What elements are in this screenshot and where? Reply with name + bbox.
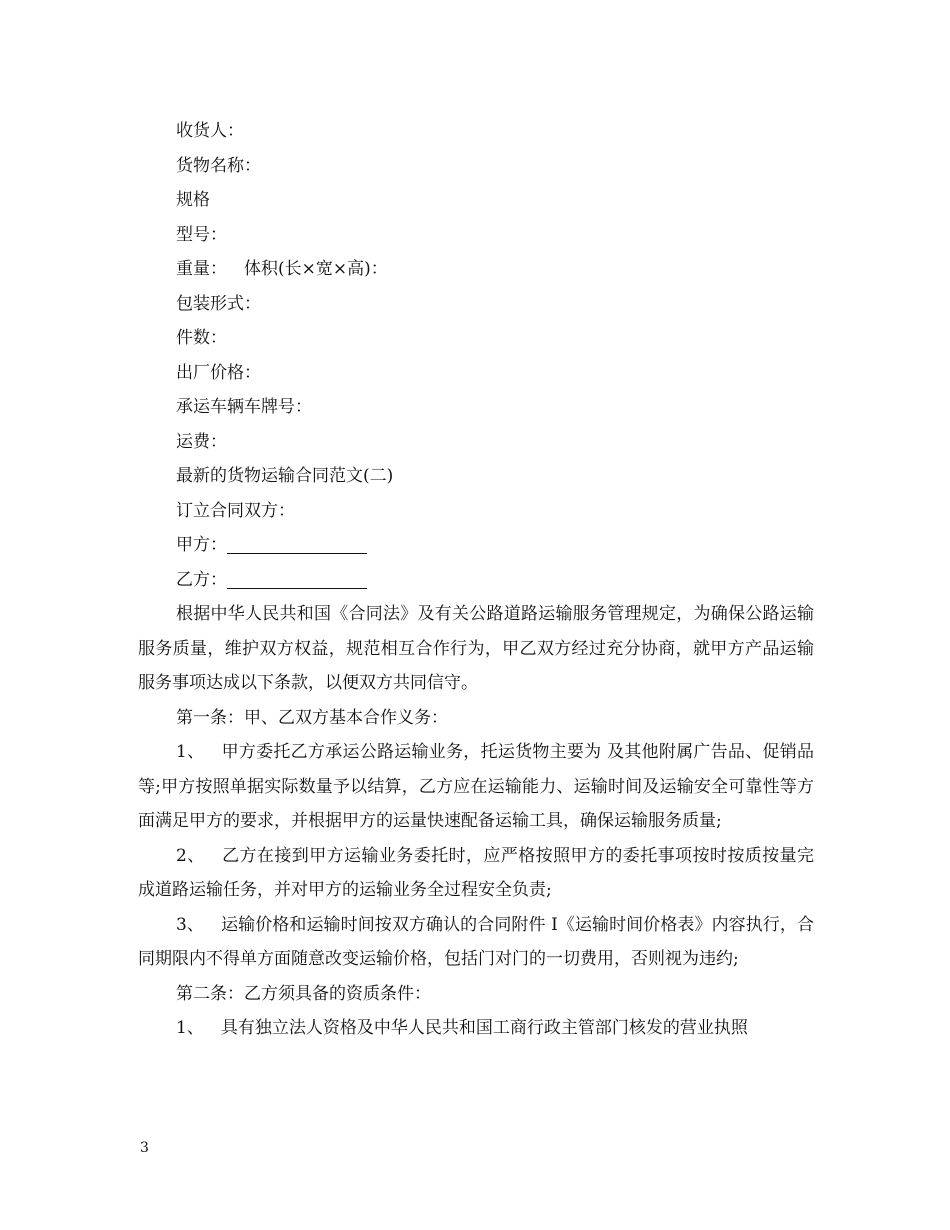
field-packing: 包装形式： (176, 293, 261, 314)
field-spec: 规格 (176, 190, 210, 210)
field-goods-name: 货物名称： (176, 155, 261, 176)
clause-text: 甲方委托乙方承运公路运输业务，托运货物主要为 及其他附属广告品、促销品等;甲方按照单据实际数量予以结算，乙方应在运输能力、运输时间及运输安全可靠性等方面满足甲方的要求，并根据甲方的运量快速配备运输工具，确保运输服务质量; (138, 742, 814, 831)
article-1-clause-3 (138, 908, 814, 977)
field-plate-number: 承运车辆车牌号： (176, 397, 312, 417)
section-title: 最新的货物运输合同范文(二) (176, 466, 394, 486)
field-freight: 运费： (176, 431, 227, 452)
party-a-line (138, 528, 814, 563)
clause-text: 运输价格和运输时间按双方确认的合同附件 I《运输时间价格表》内容执行，合同期限内不得单方面随意改变运输价格，包括门对门的一切费用，否则视为违约; (138, 914, 814, 969)
clause-number: 3、 (176, 914, 204, 935)
document-body (138, 114, 814, 1046)
field-weight: 重量： (176, 259, 227, 279)
party-b-blank (227, 568, 367, 589)
party-a-label: 甲方： (176, 535, 227, 555)
clause-number: 1、 (176, 742, 205, 762)
party-b-label: 乙方： (176, 569, 227, 590)
parties-heading: 订立合同双方： (176, 500, 295, 521)
clause-number: 2、 (176, 845, 205, 866)
party-a-blank (227, 533, 367, 554)
article-1-title: 第一条：甲、乙双方基本合作义务： (176, 707, 448, 728)
page-number: 3 (140, 1140, 149, 1156)
party-b-line (138, 563, 814, 598)
field-model: 型号： (176, 224, 227, 245)
preamble-paragraph: 根据中华人民共和国《合同法》及有关公路道路运输服务管理规定，为确保公路运输服务质量，维护双方权益，规范相互合作行为，甲乙双方经过充分协商，就甲方产品运输服务事项达成以下条款，以便双方共同信守。 (138, 604, 814, 693)
field-weight-volume (138, 252, 814, 287)
article-1-clause-1 (138, 735, 814, 839)
clause-number: 1、 (176, 1018, 204, 1038)
field-quantity: 件数： (176, 328, 227, 348)
article-2-clause-1 (138, 1011, 814, 1046)
clause-text: 乙方在接到甲方运输业务委托时，应严格按照甲方的委托事项按时按质按量完成道路运输任务，并对甲方的运输业务全过程安全负责; (138, 845, 814, 900)
clause-text: 具有独立法人资格及中华人民共和国工商行政主管部门核发的营业执照 (220, 1018, 748, 1038)
field-consignee: 收货人： (176, 121, 244, 141)
article-2-title: 第二条：乙方须具备的资质条件： (176, 983, 431, 1004)
field-factory-price: 出厂价格： (176, 362, 261, 383)
article-1-clause-2 (138, 839, 814, 908)
field-volume: 体积(长×宽×高)： (244, 259, 388, 279)
